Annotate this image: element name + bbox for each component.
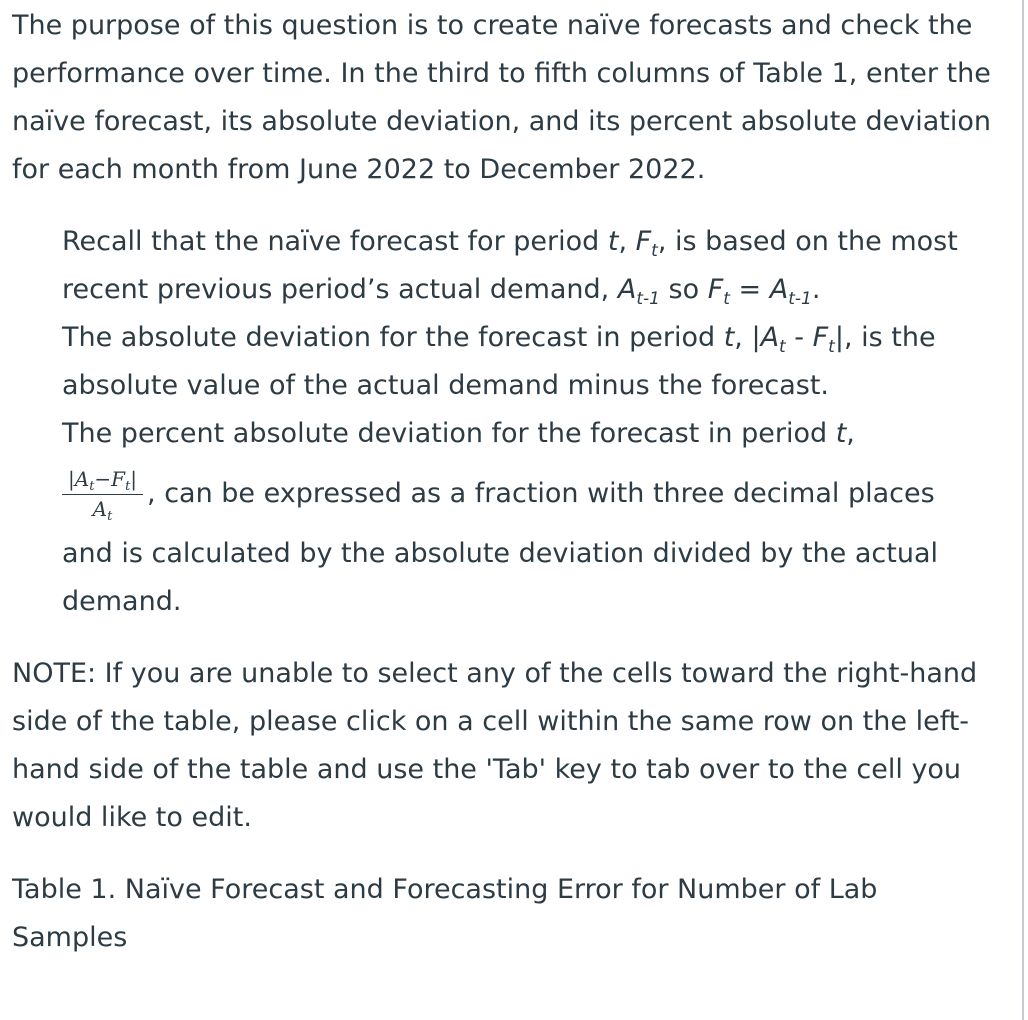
fraction-denominator: $A_t$ [92,497,113,524]
content-border [1022,0,1024,1020]
percent-deviation-fraction [62,467,143,524]
definitions-block [62,218,997,626]
intro-paragraph: The purpose of this question is to create naïve forecasts and check the performance over time. In the third to fifth columns of Table 1, enter the naïve forecast, its absolute deviation, and its percent absolute deviation for each month from June 2022 to December 2022. [12,10,992,185]
percent-deviation-definition: The percent absolute deviation for the forecast in period t, [62,418,855,449]
percent-deviation-calculation: and is calculated by the absolute deviation divided by the actual demand. [62,538,938,617]
percent-deviation-formula-line [62,458,997,530]
table-caption: Table 1. Naïve Forecast and Forecasting Error for Number of Lab Samples [12,874,878,953]
note-paragraph: NOTE: If you are unable to select any of the cells toward the right-hand side of the table, please click on a cell within the same row on the left-hand side of the table and use the 'Tab' key to tab over to the cell you would like to edit. [12,658,978,833]
percent-deviation-formula-text: , can be expressed as a fraction with three decimal places [147,478,935,509]
question-content [12,2,997,962]
naive-forecast-definition: Recall that the naïve forecast for period t, $F_t$, is based on the most recent previous period’s actual demand, $A_{t-1}$ so $F_t = A_{t-1}$. [62,226,958,309]
fraction-numerator: $|A_t-F_t|$ [62,467,143,495]
absolute-deviation-definition: The absolute deviation for the forecast in period t, $|A_t - F_t|$, is the absolute value of the actual demand minus the forecast. [62,322,936,401]
